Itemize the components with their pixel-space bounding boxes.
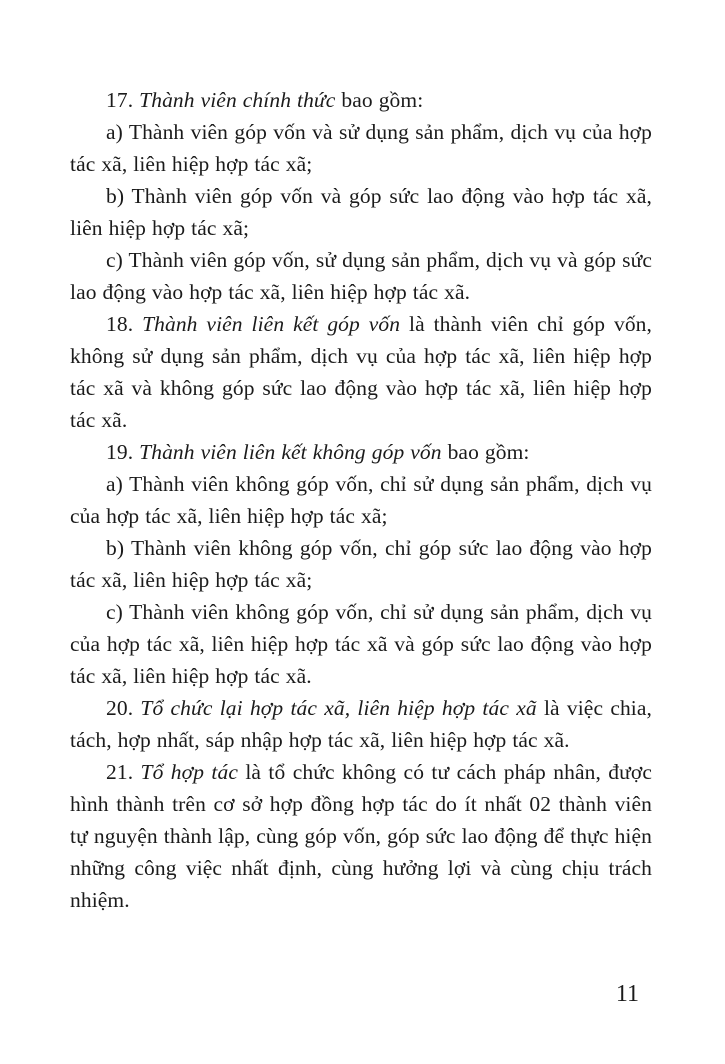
paragraph (70, 180, 652, 244)
paragraph (70, 436, 652, 468)
text-run: 18. (106, 312, 143, 336)
paragraph (70, 596, 652, 692)
text-run: 17. (106, 88, 140, 112)
text-run: a) Thành viên góp vốn và sử dụng sản phẩm, dịch vụ của hợp tác xã, liên hiệp hợp tác xã; (70, 120, 652, 176)
paragraph (70, 532, 652, 596)
text-run: là thành viên chỉ góp vốn, không sử dụng sản phẩm, dịch vụ của hợp tác xã, liên hiệp hợp tác xã và không góp sức lao động vào hợp tác xã, liên hiệp hợp tác xã. (70, 312, 653, 432)
text-run: bao gồm: (441, 440, 530, 464)
text-run: c) Thành viên không góp vốn, chỉ sử dụng sản phẩm, dịch vụ của hợp tác xã, liên hiệp hợp tác xã và góp sức lao động vào hợp tác xã, liên hiệp hợp tác xã. (70, 600, 652, 688)
defined-term-italic: Thành viên liên kết không góp vốn (139, 440, 442, 464)
defined-term-italic: Tổ chức lại hợp tác xã, liên hiệp hợp tác xã (140, 696, 537, 720)
paragraph (70, 756, 652, 916)
paragraph (70, 84, 652, 116)
paragraph (70, 468, 652, 532)
defined-term-italic: Thành viên chính thức (139, 88, 336, 112)
text-run: c) Thành viên góp vốn, sử dụng sản phẩm, dịch vụ và góp sức lao động vào hợp tác xã, liên hiệp hợp tác xã. (70, 248, 652, 304)
defined-term-italic: Tổ hợp tác (140, 760, 238, 784)
paragraph (70, 244, 652, 308)
text-run: là tổ chức không có tư cách pháp nhân, được hình thành trên cơ sở hợp đồng hợp tác do ít nhất 02 thành viên tự nguyện thành lập, cùng góp vốn, góp sức lao động để thực hiện những công việc nhất định, cùng hưởng lợi và cùng chịu trách nhiệm. (70, 760, 652, 912)
text-run: là việc chia, tách, hợp nhất, sáp nhập hợp tác xã, liên hiệp hợp tác xã. (70, 696, 652, 752)
paragraph (70, 308, 652, 436)
text-run: 21. (106, 760, 141, 784)
text-run: b) Thành viên không góp vốn, chỉ góp sức lao động vào hợp tác xã, liên hiệp hợp tác xã; (70, 536, 652, 592)
text-block (70, 84, 652, 916)
paragraph (70, 692, 652, 756)
text-run: a) Thành viên không góp vốn, chỉ sử dụng sản phẩm, dịch vụ của hợp tác xã, liên hiệp hợp tác xã; (70, 472, 652, 528)
text-run: b) Thành viên góp vốn và góp sức lao động vào hợp tác xã, liên hiệp hợp tác xã; (70, 184, 652, 240)
page-number: 11 (615, 981, 639, 1007)
defined-term-italic: Thành viên liên kết góp vốn (142, 312, 401, 336)
text-run: bao gồm: (335, 88, 424, 112)
text-run: 20. (106, 696, 141, 720)
text-run: 19. (106, 440, 140, 464)
paragraph (70, 116, 652, 180)
